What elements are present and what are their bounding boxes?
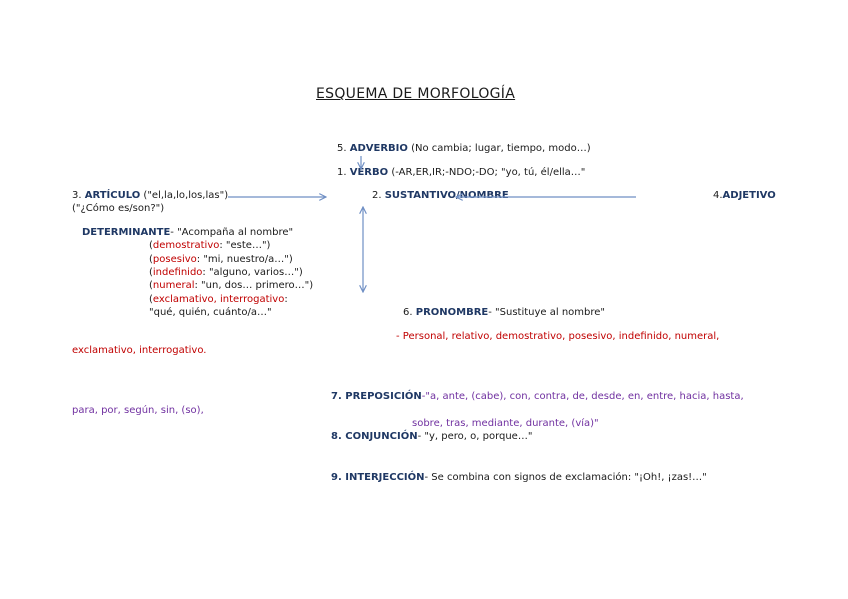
determinante-example: : [284, 294, 288, 305]
adverbio-desc: (No cambia; lugar, tiempo, modo…) [407, 143, 591, 154]
item-open: ( [149, 280, 153, 291]
pronombre-types-line2: exclamativo, interrogativo. [72, 345, 207, 356]
interjeccion-desc: - Se combina con signos de exclamación: "¡Oh!, ¡zas!…" [424, 472, 707, 483]
articulo-question: ("¿Cómo es/son?") [72, 203, 165, 214]
conjuncion-heading: 8. CONJUNCIÓN [331, 431, 418, 442]
preposicion-list-line1: "a, ante, (cabe), con, contra, de, desde, en, entre, hacia, hasta, [425, 391, 744, 402]
determinante-last-example: "qué, quién, cuánto/a…" [149, 307, 272, 318]
verbo-heading: VERBO [349, 167, 389, 178]
determinante-heading: DETERMINANTE [82, 227, 171, 238]
preposicion-list-line2: para, por, según, sin, (so), [72, 405, 204, 416]
interjeccion-heading: 9. INTERJECCIÓN [331, 472, 425, 483]
preposicion-heading: 7. PREPOSICIÓN [331, 391, 422, 402]
articulo-heading: ARTÍCULO [84, 190, 141, 201]
preposicion-list-line3: sobre, tras, mediante, durante, (vía)" [412, 418, 599, 429]
pronombre-dash: - [396, 331, 403, 342]
articulo-num: 3. [72, 190, 82, 201]
determinante-example: : "este…") [219, 240, 271, 251]
item-open: ( [149, 254, 153, 265]
item-open: ( [149, 240, 153, 251]
determinante-desc: - "Acompaña al nombre" [170, 227, 294, 238]
preposicion-dash: - [421, 391, 426, 402]
page-title: ESQUEMA DE MORFOLOGÍA [316, 86, 516, 102]
adjetivo-num: 4. [713, 190, 723, 201]
determinante-type: demostrativo [152, 240, 220, 251]
determinante-example: : "un, dos… primero…") [194, 280, 314, 291]
sustantivo-num: 2. [372, 190, 382, 201]
adjetivo-heading: ADJETIVO [722, 190, 776, 201]
item-open: ( [149, 267, 153, 278]
adverbio-heading: ADVERBIO [349, 143, 408, 154]
verbo-num: 1. [337, 167, 347, 178]
pronombre-desc: - "Sustituye al nombre" [488, 307, 606, 318]
determinante-type: numeral [152, 280, 195, 291]
determinante-example: : "alguno, varios…") [202, 267, 303, 278]
determinante-type: posesivo [152, 254, 197, 265]
verbo-desc: (-AR,ER,IR;-NDO;-DO; "yo, tú, él/ella…" [388, 167, 586, 178]
articulo-desc: ("el,la,lo,los,las") [140, 190, 229, 201]
adverbio-num: 5. [337, 143, 347, 154]
item-open: ( [149, 294, 153, 305]
conjuncion-desc: - "y, pero, o, porque…" [417, 431, 533, 442]
pronombre-num: 6. [403, 307, 413, 318]
pronombre-types-line1: Personal, relativo, demostrativo, posesivo, indefinido, numeral, [402, 331, 720, 342]
determinante-example: : "mi, nuestro/a…") [196, 254, 293, 265]
pronombre-heading: PRONOMBRE [415, 307, 489, 318]
determinante-type: exclamativo, interrogativo [152, 294, 285, 305]
determinante-type: indefinido [152, 267, 203, 278]
sustantivo-heading: SUSTANTIVO/NOMBRE [384, 190, 509, 201]
